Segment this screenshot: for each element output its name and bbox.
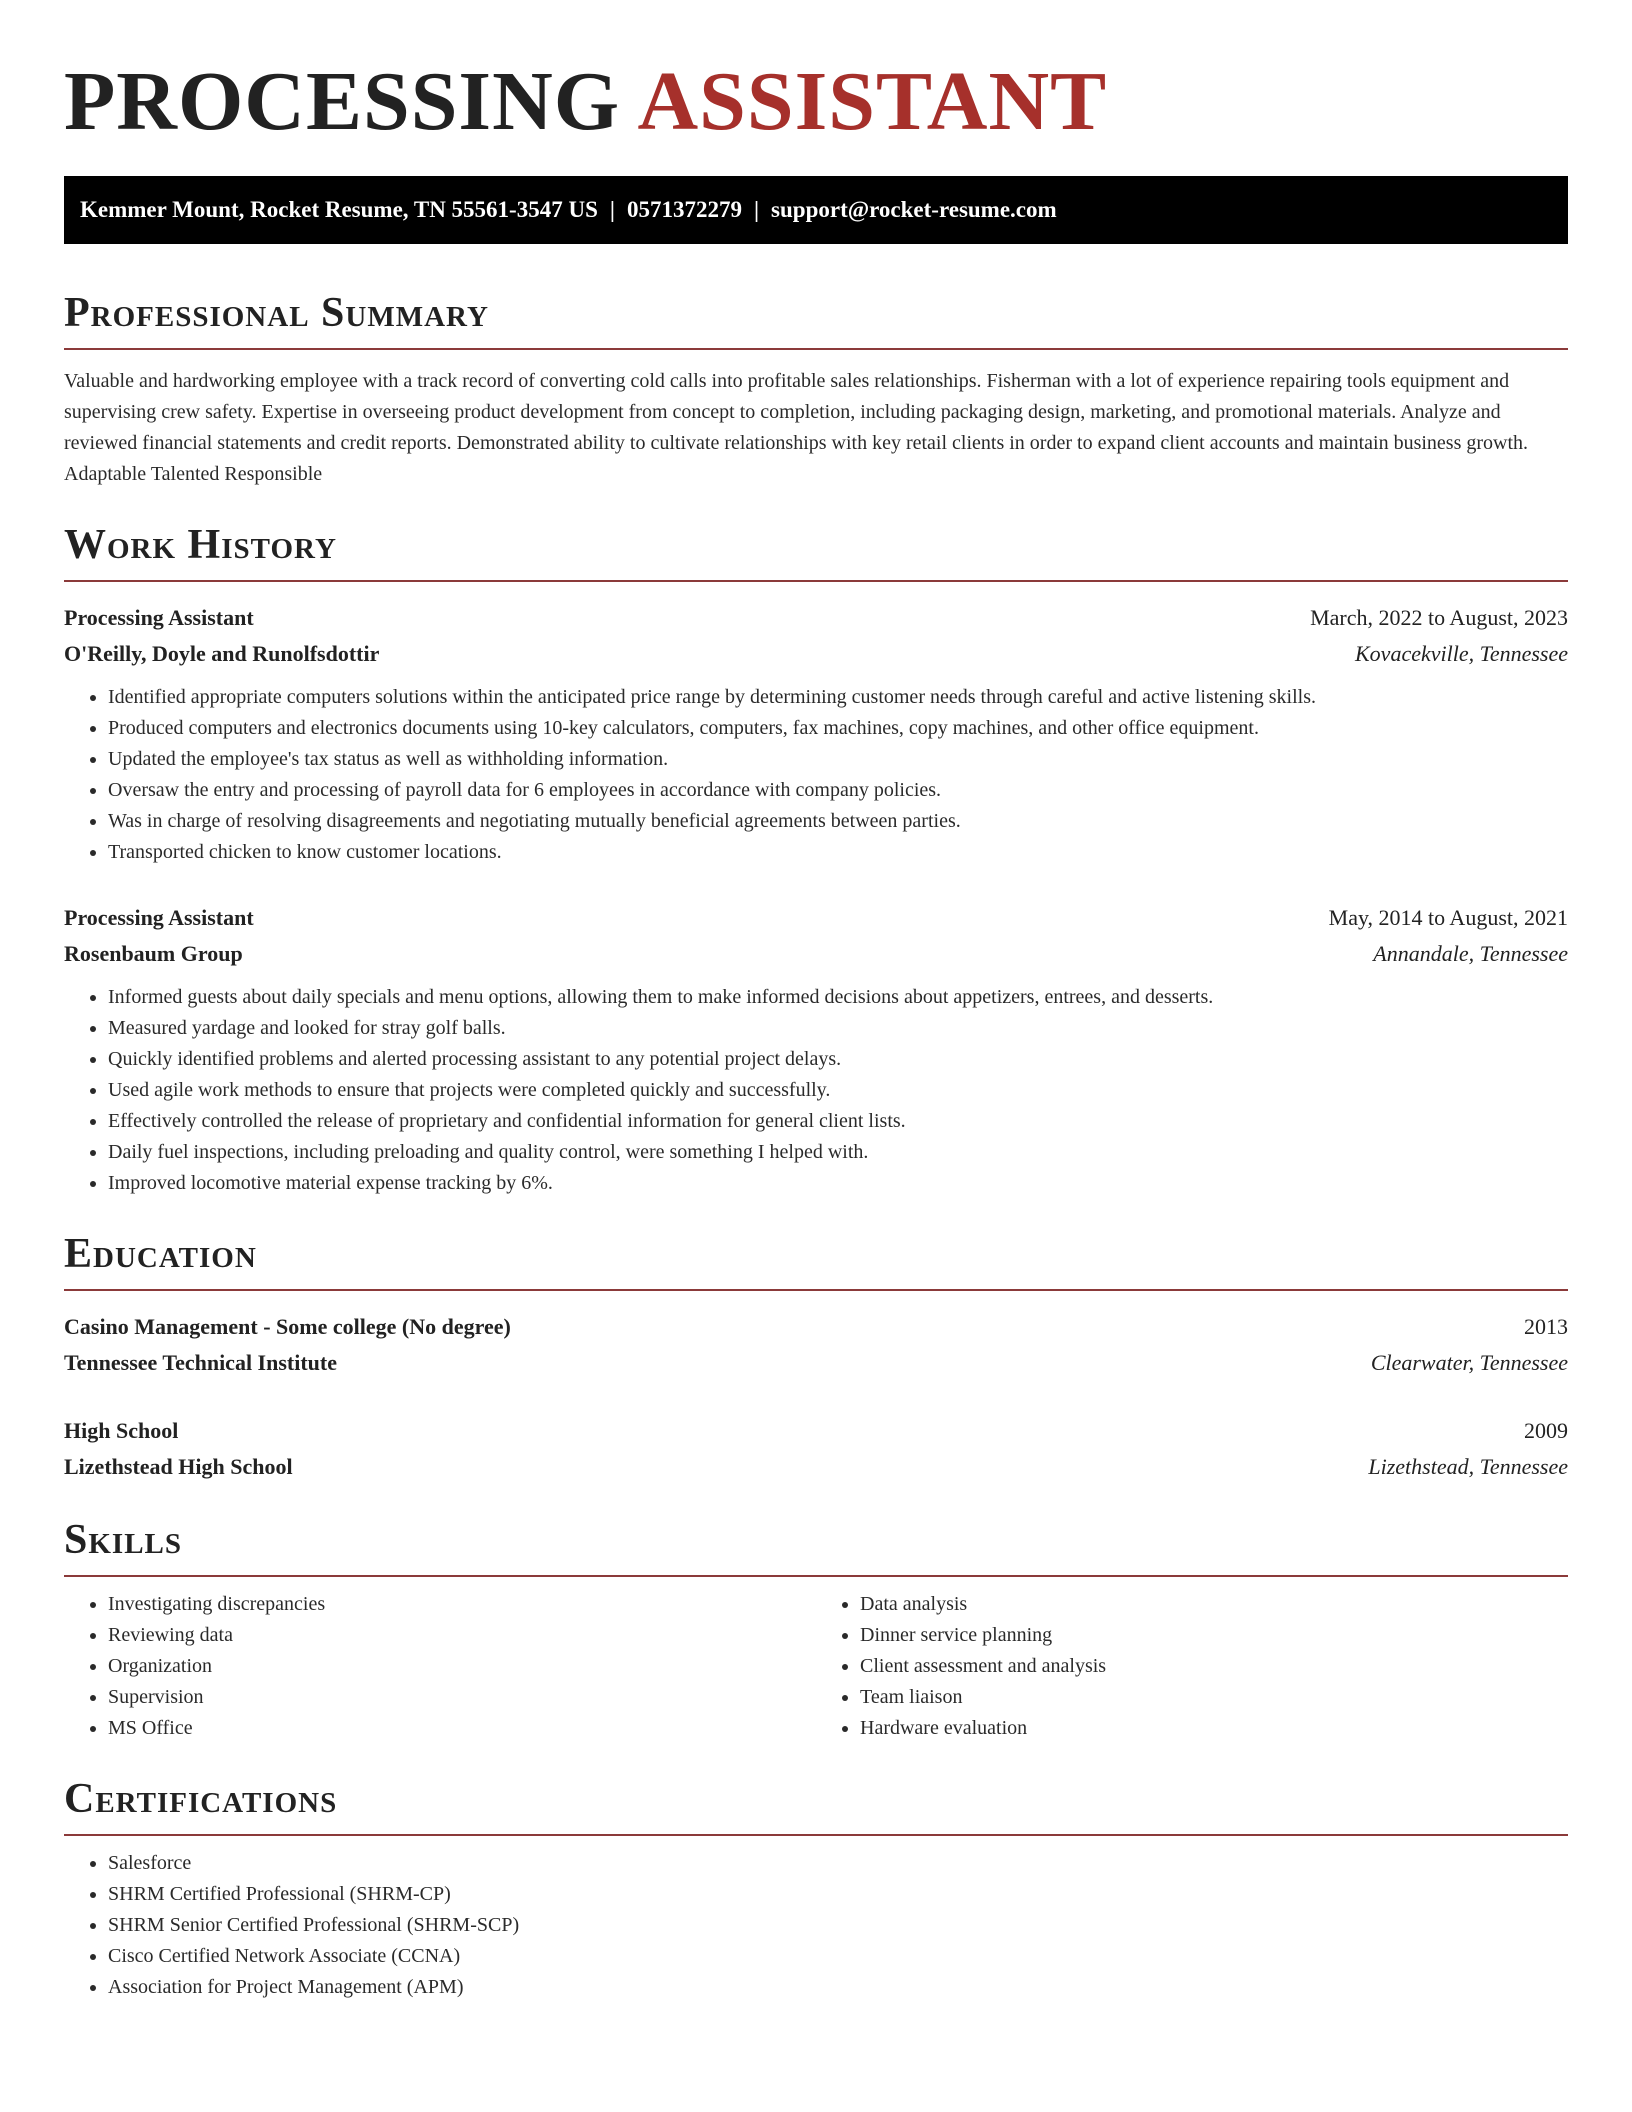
certification-item: • Salesforce: [108, 1848, 1568, 1879]
skill-item: • MS Office: [108, 1713, 816, 1744]
contact-email: support@rocket-resume.com: [771, 197, 1057, 222]
certification-item: • SHRM Senior Certified Professional (SHRM-SCP): [108, 1910, 1568, 1941]
job-bullet: • Measured yardage and looked for stray golf balls.: [108, 1013, 1568, 1044]
skill-item: • Data analysis: [860, 1589, 1568, 1620]
contact-separator: |: [609, 197, 615, 222]
education-school-row: [64, 1449, 1568, 1485]
title-last-word: ASSISTANT: [637, 55, 1108, 148]
skill-item: • Dinner service planning: [860, 1620, 1568, 1651]
education-year: 2013: [1524, 1314, 1568, 1339]
job-bullet: • Oversaw the entry and processing of payroll data for 6 employees in accordance with company policies.: [108, 775, 1568, 806]
job-bullet: • Used agile work methods to ensure that projects were completed quickly and successfully.: [108, 1075, 1568, 1106]
certification-item: • SHRM Certified Professional (SHRM-CP): [108, 1879, 1568, 1910]
job-location: Annandale, Tennessee: [1373, 941, 1568, 966]
title-first-word: PROCESSING: [64, 55, 621, 148]
job-bullet: • Identified appropriate computers solutions within the anticipated price range by determining customer needs through careful and active listening skills.: [108, 682, 1568, 713]
job-title-row: [64, 600, 1568, 636]
job-bullet: • Improved locomotive material expense tracking by 6%.: [108, 1168, 1568, 1199]
skill-item: • Reviewing data: [108, 1620, 816, 1651]
skills-heading: Skills: [64, 1515, 1568, 1577]
job-title-row: [64, 900, 1568, 936]
education-year: 2009: [1524, 1418, 1568, 1443]
education-degree-row: [64, 1413, 1568, 1449]
skills-list-left: [64, 1589, 816, 1744]
education-entry: [64, 1309, 1568, 1381]
certifications-heading: Certifications: [64, 1774, 1568, 1836]
job-company-row: [64, 636, 1568, 672]
skill-item: • Hardware evaluation: [860, 1713, 1568, 1744]
skill-item: • Team liaison: [860, 1682, 1568, 1713]
job-title: Processing Assistant: [64, 905, 254, 930]
job-company: Rosenbaum Group: [64, 941, 243, 966]
job-bullet-list: [64, 982, 1568, 1199]
skill-item: • Supervision: [108, 1682, 816, 1713]
skill-item: • Client assessment and analysis: [860, 1651, 1568, 1682]
contact-address: Kemmer Mount, Rocket Resume, TN 55561-3547 US: [80, 197, 598, 222]
job-bullet: • Transported chicken to know customer locations.: [108, 837, 1568, 868]
job-bullet: • Was in charge of resolving disagreements and negotiating mutually beneficial agreements between parties.: [108, 806, 1568, 837]
job-bullet: • Updated the employee's tax status as well as withholding information.: [108, 744, 1568, 775]
skills-list-right: [816, 1589, 1568, 1744]
education-location: Lizethstead, Tennessee: [1368, 1454, 1568, 1479]
job-entry: [64, 600, 1568, 868]
job-bullet-list: [64, 682, 1568, 868]
job-bullet: • Informed guests about daily specials and menu options, allowing them to make informed decisions about appetizers, entrees, and desserts.: [108, 982, 1568, 1013]
job-bullet: • Effectively controlled the release of proprietary and confidential information for general client lists.: [108, 1106, 1568, 1137]
summary-heading: Professional Summary: [64, 288, 1568, 350]
skills-grid: [64, 1589, 1568, 1744]
resume-title: [64, 0, 1568, 176]
job-bullet: • Produced computers and electronics documents using 10-key calculators, computers, fax machines, copy machines, and other office equipment.: [108, 713, 1568, 744]
job-dates: May, 2014 to August, 2021: [1328, 905, 1568, 930]
work-history-heading: Work History: [64, 520, 1568, 582]
job-location: Kovacekville, Tennessee: [1355, 641, 1568, 666]
job-bullet: • Quickly identified problems and alerted processing assistant to any potential project delays.: [108, 1044, 1568, 1075]
education-degree: High School: [64, 1418, 179, 1443]
contact-bar: [64, 176, 1568, 244]
job-entry: [64, 900, 1568, 1199]
contact-phone: 0571372279: [626, 197, 742, 222]
education-school: Tennessee Technical Institute: [64, 1350, 338, 1375]
education-entry: [64, 1413, 1568, 1485]
job-company-row: [64, 936, 1568, 972]
certification-item: • Association for Project Management (APM): [108, 1972, 1568, 2003]
job-dates: March, 2022 to August, 2023: [1310, 605, 1568, 630]
education-location: Clearwater, Tennessee: [1370, 1350, 1568, 1375]
job-bullet: • Daily fuel inspections, including preloading and quality control, were something I helped with.: [108, 1137, 1568, 1168]
education-school-row: [64, 1345, 1568, 1381]
job-title: Processing Assistant: [64, 605, 254, 630]
education-heading: Education: [64, 1229, 1568, 1291]
summary-text: Valuable and hardworking employee with a track record of converting cold calls into profitable sales relationships. Fisherman with a lot of experience repairing tools equipment and supervising crew safety. Expertise in overseeing product development from concept to completion, including packaging design, marketing, and promotional materials. Analyze and reviewed financial statements and credit reports. Demonstrated ability to cultivate relationships with key retail clients in order to expand client accounts and maintain business growth. Adaptable Talented Responsible: [64, 370, 1529, 485]
job-company: O'Reilly, Doyle and Runolfsdottir: [64, 641, 380, 666]
skill-item: • Organization: [108, 1651, 816, 1682]
contact-separator: |: [753, 197, 760, 222]
education-school: Lizethstead High School: [64, 1454, 293, 1479]
education-degree-row: [64, 1309, 1568, 1345]
skill-item: • Investigating discrepancies: [108, 1589, 816, 1620]
education-degree: Casino Management - Some college (No degree): [64, 1314, 511, 1339]
certifications-list: [64, 1848, 1568, 2003]
certification-item: • Cisco Certified Network Associate (CCNA): [108, 1941, 1568, 1972]
